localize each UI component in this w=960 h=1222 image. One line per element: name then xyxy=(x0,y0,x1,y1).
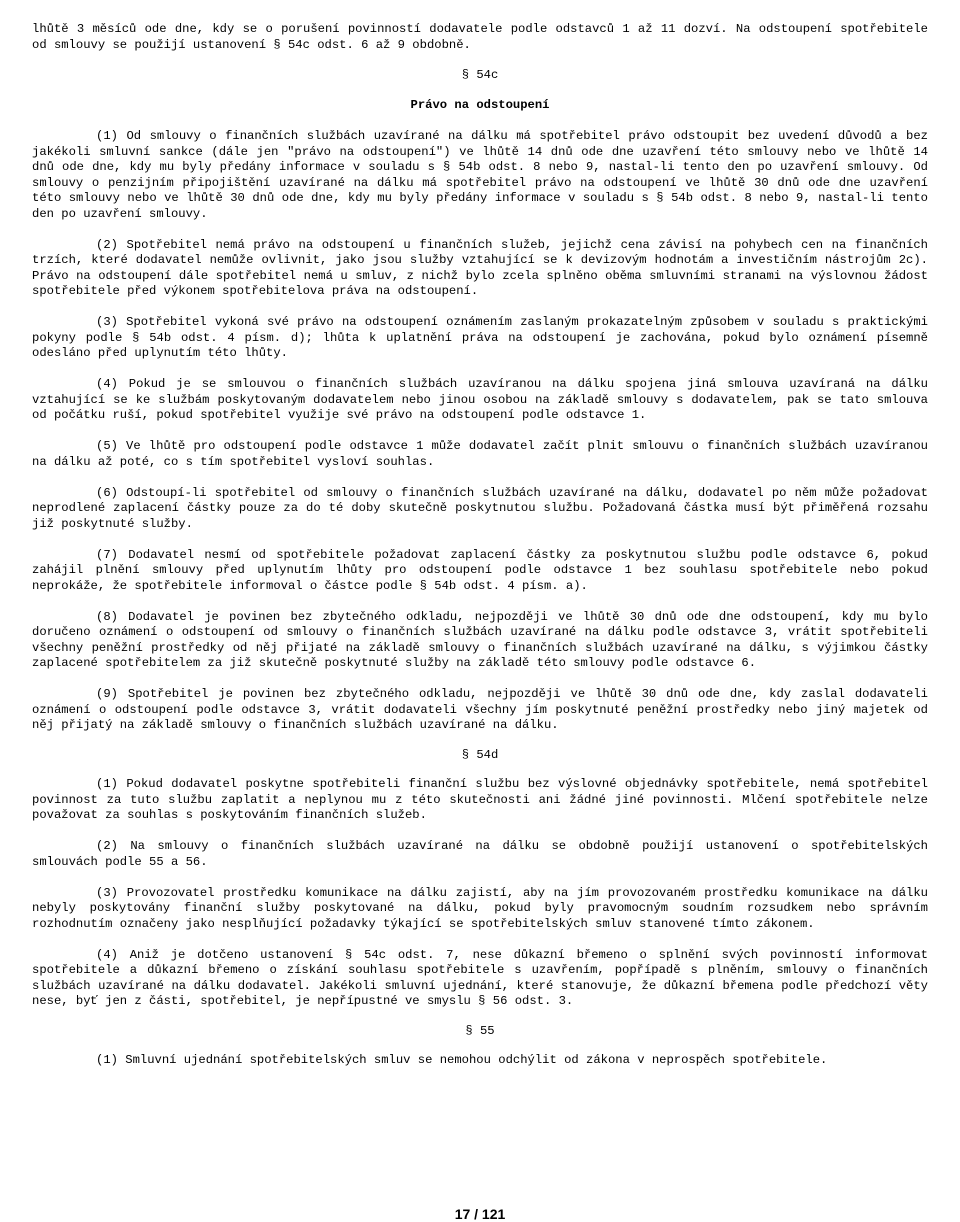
section-heading-54c: § 54c xyxy=(461,68,499,82)
document-page xyxy=(32,22,928,1069)
paragraph-54d-2: (2) Na smlouvy o finančních službách uzavírané na dálku se obdobně použijí ustanovení o spotřebitelských smlouvách podle 55 a 56. xyxy=(32,839,928,869)
paragraph-54c-5: (5) Ve lhůtě pro odstoupení podle odstavce 1 může dodavatel začít plnit smlouvu o finančních službách uzavíranou na dálku až poté, co s tím spotřebitel vysloví souhlas. xyxy=(32,439,928,469)
paragraph-54d-4: (4) Aniž je dotčeno ustanovení § 54c odst. 7, nese důkazní břemeno o splnění svých povinností informovat spotřebitele a důkazní břemeno o získání souhlasu spotřebitele s uzavřením, popřípadě s plněním, smlouvy o finančních službách uzavírané na dálku dodavatel. Jakékoli smluvní ujednání, které stanovuje, že důkazní břemena podle předchozí věty nese, byť jen z části, spotřebitel, je nepřípustné ve smyslu § 56 odst. 3. xyxy=(32,947,928,1008)
paragraph-54c-4: (4) Pokud je se smlouvou o finančních službách uzavíranou na dálku spojena jiná smlouva uzavíraná na dálku vztahující se ke službám poskytovaným dodavatelem nebo jinou osobou na základě smlouvy s dodavatelem, pak se tato smlouva od počátku ruší, pokud spotřebitel využije své právo na odstoupení podle odstavce 1. xyxy=(32,377,928,422)
paragraph-54c-9: (9) Spotřebitel je povinen bez zbytečného odkladu, nejpozději ve lhůtě 30 dnů ode dne, kdy zaslal dodavateli oznámení o odstoupení podle odstavce 3, vrátit dodavateli všechny jím poskytnuté peněžní prostředky nebo jiný majetek od něj přijatý na základě smlouvy o finančních službách uzavírané na dálku. xyxy=(32,687,928,732)
paragraph-54c-3: (3) Spotřebitel vykoná své právo na odstoupení oznámením zaslaným prokazatelným způsobem v souladu s praktickými pokyny podle § 54b odst. 4 písm. d); lhůta k uplatnění práva na odstoupení je zachována, pokud bylo oznámení písemně odesláno před uplynutím této lhůty. xyxy=(32,315,928,360)
paragraph-54c-8: (8) Dodavatel je povinen bez zbytečného odkladu, nejpozději ve lhůtě 30 dnů ode dne odstoupení, kdy mu bylo doručeno oznámení o odstoupení od smlouvy o finančních službách uzavírané na dálku podle odstavce 3, vrátit spotřebiteli všechny peněžní prostředky od něj přijaté na základě smlouvy o finančních službách uzavírané na dálku, s výjimkou částky zaplacené spotřebitelem za již skutečně poskytnuté služby na základě této smlouvy podle odstavce 6. xyxy=(32,609,928,670)
section-title-54c: Právo na odstoupení xyxy=(410,97,550,112)
paragraph-54c-2: (2) Spotřebitel nemá právo na odstoupení u finančních služeb, jejichž cena závisí na pohybech cen na finančních trzích, které dodavatel nemůže ovlivnit, jako jsou služby vztahující se k devizovým hodnotám a investičním nástrojům 2c). Právo na odstoupení dále spotřebitel nemá u smluv, z nichž bylo zcela splněno oběma smluvními stranami na výslovnou žádost spotřebitele před výkonem spotřebitelova práva na odstoupení. xyxy=(32,237,928,298)
intro-paragraph: lhůtě 3 měsíců ode dne, kdy se o porušení povinností dodavatele podle odstavců 1 až 11 dozví. Na odstoupení spotřebitele od smlouvy se použijí ustanovení § 54c odst. 6 až 9 obdobně. xyxy=(32,22,928,52)
paragraph-54d-3: (3) Provozovatel prostředku komunikace na dálku zajistí, aby na jím provozovaném prostředku komunikace na dálku nebyly poskytovány finanční služby poskytované na dálku, pokud byly pravomocným soudním rozsudkem nebo správním rozhodnutím označeny jako nesplňující požadavky týkající se spotřebitelských smluv stanovené tímto zákonem. xyxy=(32,885,928,931)
paragraph-55-1: (1) Smluvní ujednání spotřebitelských smluv se nemohou odchýlit od zákona v neprospěch spotřebitele. xyxy=(96,1053,828,1067)
paragraph-54c-1: (1) Od smlouvy o finančních službách uzavírané na dálku má spotřebitel právo odstoupit bez uvedení důvodů a bez jakékoli smluvní sankce (dále jen "právo na odstoupení") ve lhůtě 14 dnů ode dne uzavření této smlouvy nebo ve lhůtě 14 dnů ode dne, kdy mu byly předány informace v souladu s § 54b odst. 8 nebo 9, nastal-li tento den po uzavření smlouvy. Od smlouvy o penzijním připojištění uzavírané na dálku má spotřebitel právo na odstoupení ve lhůtě 30 dnů ode dne uzavření této smlouvy nebo ve lhůtě 30 dnů ode dne, kdy mu byly předány informace v souladu s § 54b odst. 8 nebo 9, nastal-li tento den po uzavření smlouvy. xyxy=(32,129,928,221)
paragraph-54d-1: (1) Pokud dodavatel poskytne spotřebiteli finanční službu bez výslovné objednávky spotřebitele, nemá spotřebitel povinnost za tuto službu zaplatit a neplynou mu z této skutečnosti ani žádné jiné povinnosti. Mlčení spotřebitele nelze považovat za souhlas s poskytováním finančních služeb. xyxy=(32,777,928,822)
paragraph-54c-7: (7) Dodavatel nesmí od spotřebitele požadovat zaplacení částky za poskytnutou službu podle odstavce 6, pokud zahájil plnění smlouvy před uplynutím lhůty pro odstoupení podle odstavce 1 bez souhlasu spotřebitele nebo pokud neprokáže, že spotřebitele informoval o částce podle § 54b odst. 4 písm. a). xyxy=(32,547,928,593)
section-heading-55: § 55 xyxy=(465,1023,495,1038)
paragraph-54c-6: (6) Odstoupí-li spotřebitel od smlouvy o finančních službách uzavírané na dálku, dodavatel po něm může požadovat neprodlené zaplacení částky pouze za do té doby skutečně poskytnutou službu. Požadovaná částka musí být přiměřená rozsahu již poskytnuté služby. xyxy=(32,485,928,531)
section-heading-54d: § 54d xyxy=(461,747,499,762)
page-number: 17 / 121 xyxy=(454,1206,506,1222)
